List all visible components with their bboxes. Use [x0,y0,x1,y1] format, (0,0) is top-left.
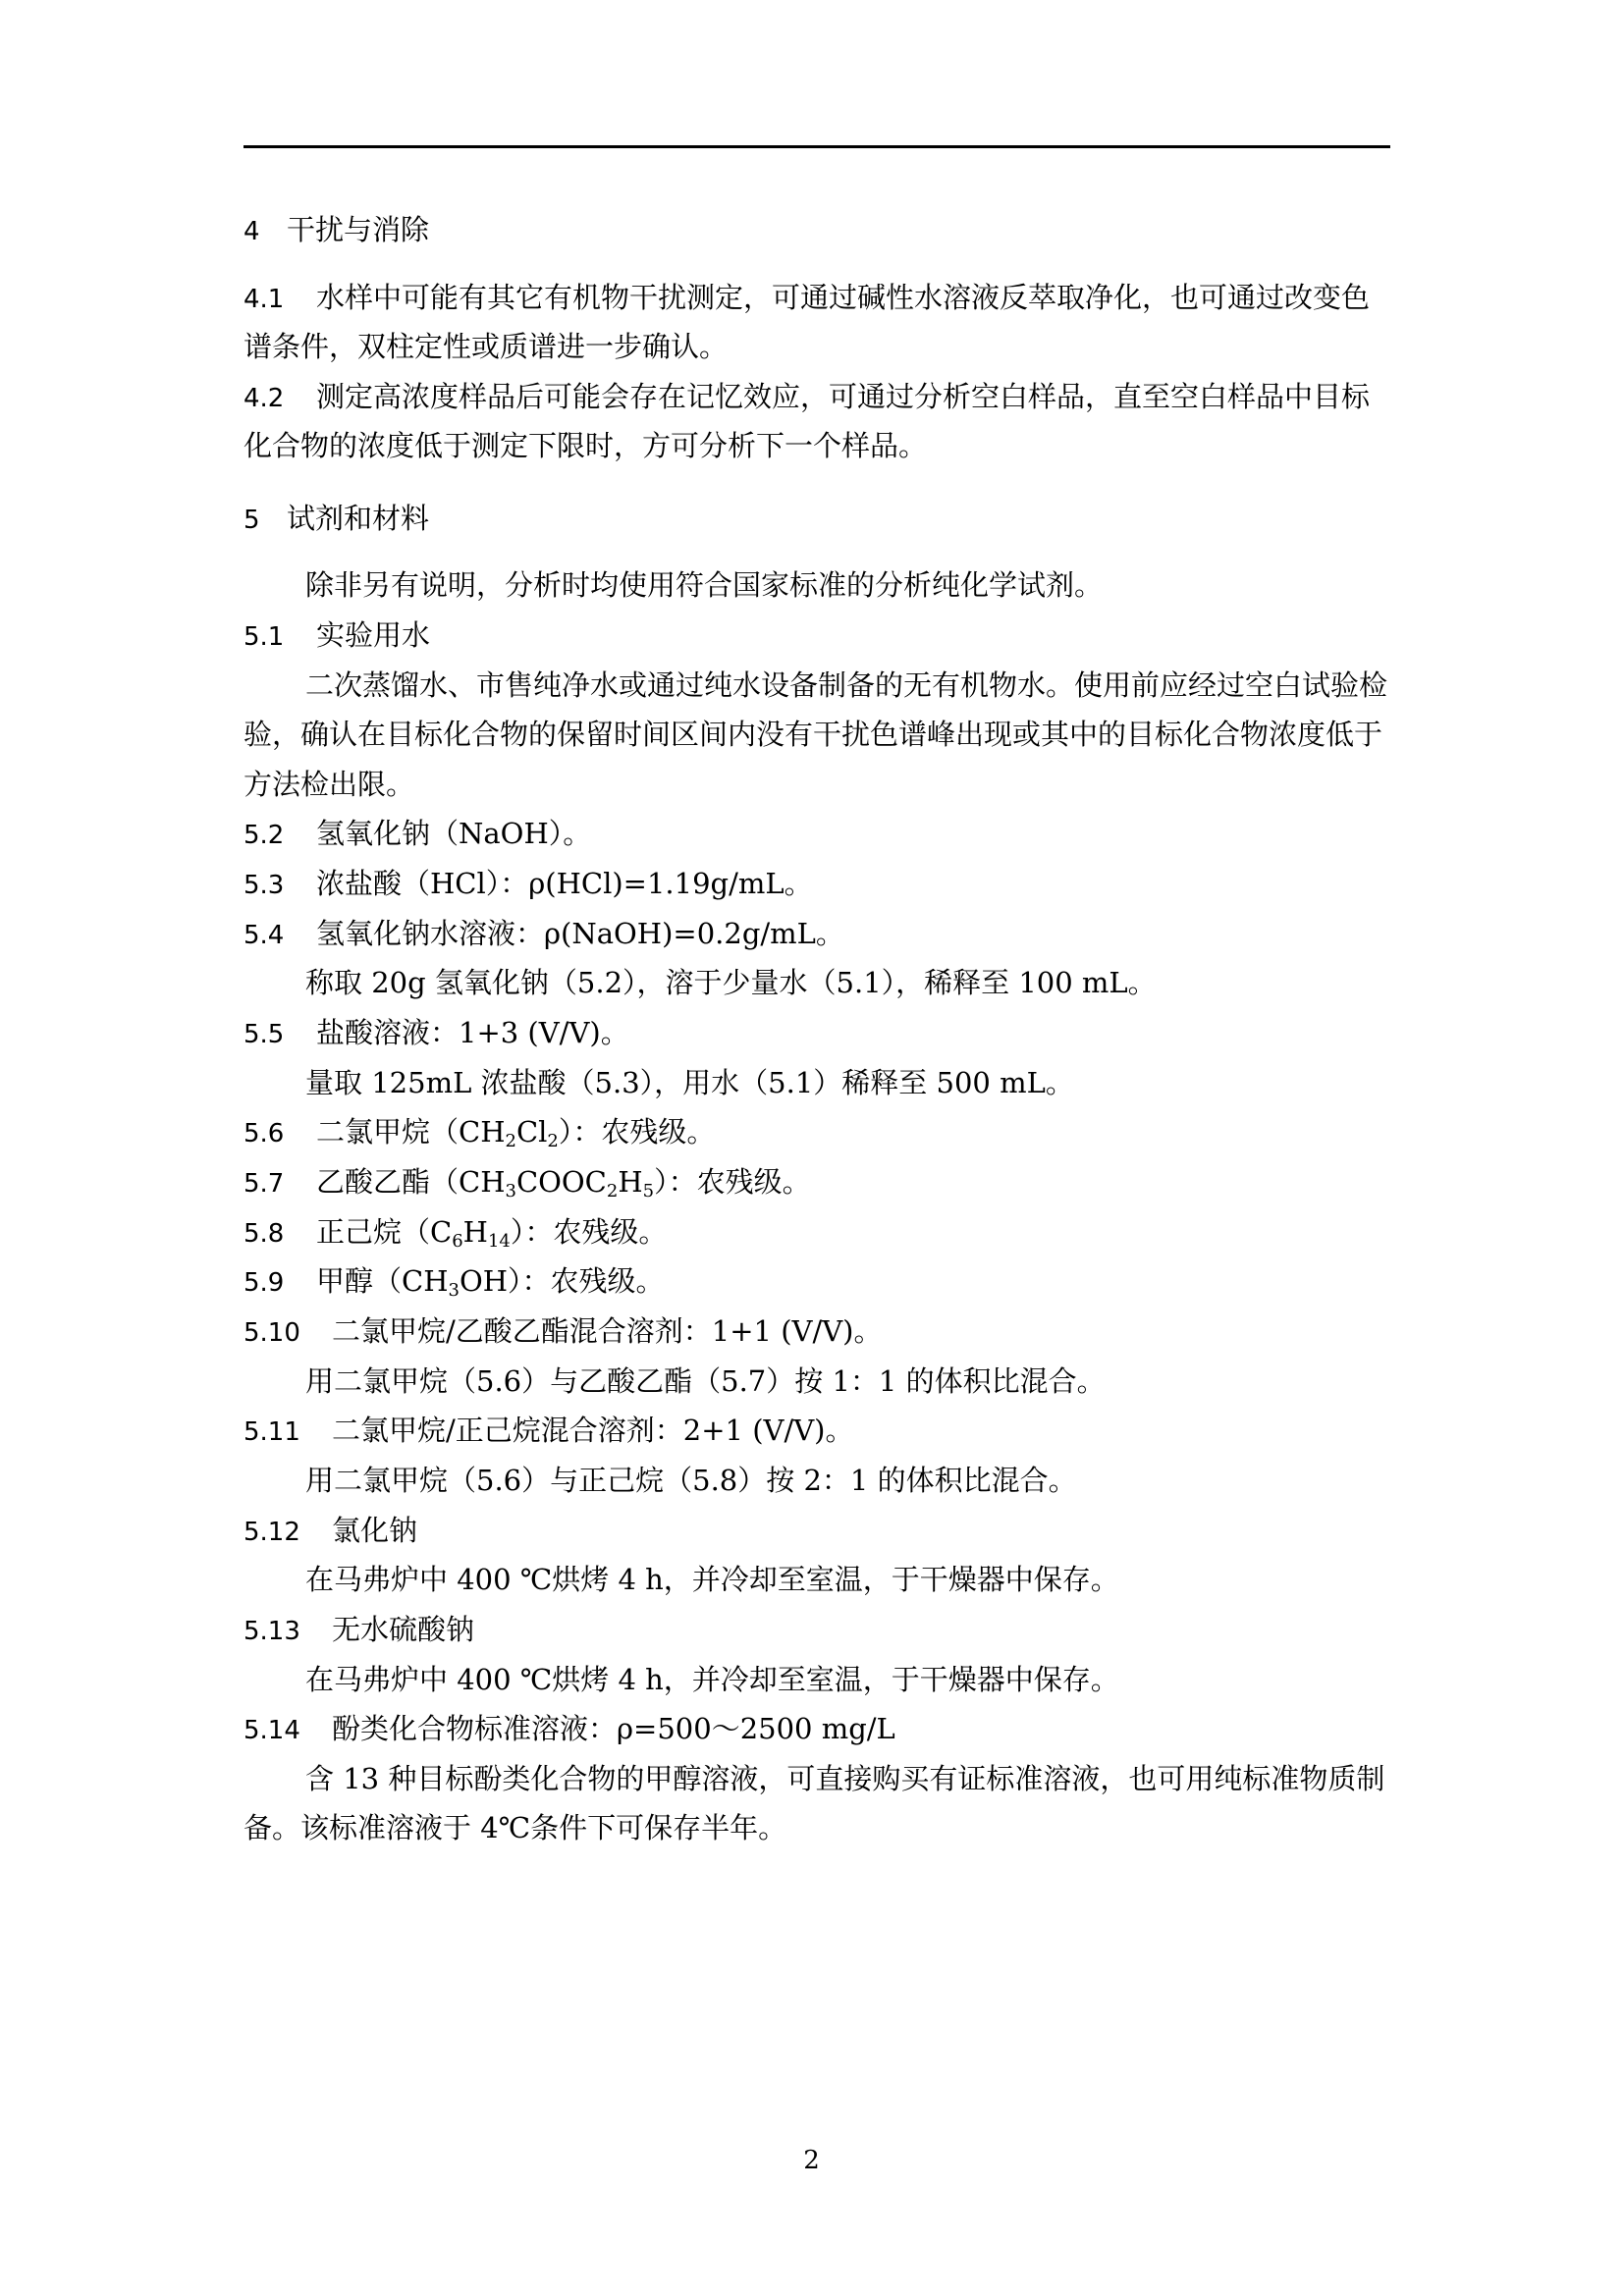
clause-text: 水样中可能有其它有机物干扰测定，可通过碱性水溶液反萃取净化，也可通过改变色 [316,281,1371,314]
clause-text: 浓盐酸（HCl）：ρ(HCl)=1.19g/mL。 [316,867,813,900]
clause-5-6 [243,1112,715,1153]
clause-5-1-body-1: 二次蒸馏水、市售纯净水或通过纯水设备制备的无有机物水。使用前应经过空白试验检 [305,668,1388,702]
clause-text: 无水硫酸钠 [332,1613,475,1646]
clause-5-7 [243,1162,811,1203]
clause-text: 二氯甲烷$(CH_2Cl_2)$：农残级。 [316,1115,716,1151]
clause-5-1 [243,615,430,657]
clause-5-13 [243,1610,474,1651]
clause-4-2 [243,377,1370,418]
clause-5-10-note: 用二氯甲烷（5.6）与乙酸乙酯（5.7）按 1：1 的体积比混合。 [305,1364,1106,1398]
clause-5-1-body-3: 方法检出限。 [243,768,415,801]
section-4-heading [243,210,429,251]
clause-text: 甲醇$(CH_3OH)$：农残级。 [316,1264,665,1301]
clause-5-1-body-2: 验，确认在目标化合物的保留时间区间内没有干扰色谱峰出现或其中的目标化合物浓度低于 [243,718,1383,751]
clause-5-4-note: 称取 20g 氢氧化钠（5.2），溶于少量水（5.1），稀释至 100 mL。 [305,966,1157,999]
clause-text: 二氯甲烷/乙酸乙酯混合溶剂：1+1 (V/V)。 [332,1314,883,1348]
clause-text: 氯化钠 [332,1514,418,1547]
clause-4-1-continued: 谱条件，双柱定性或质谱进一步确认。 [243,330,729,363]
clause-text: 酚类化合物标准溶液：ρ=500～2500 mg/L [332,1712,895,1745]
clause-5-13-note: 在马弗炉中 400 ℃烘烤 4 h，并冷却至室温，于干燥器中保存。 [305,1663,1119,1696]
clause-number: 5.1 [243,622,285,652]
clause-number: 5.6 [243,1119,285,1148]
section-title: 试剂和材料 [287,502,430,535]
clause-text: 实验用水 [316,618,431,652]
clause-number: 5.9 [243,1268,285,1298]
header-rule [243,145,1390,148]
clause-number: 5.2 [243,821,285,850]
section-number: 5 [243,506,260,535]
clause-5-10 [243,1311,882,1353]
clause-number: 4.2 [243,384,285,413]
clause-number: 5.10 [243,1318,300,1348]
clause-text: 乙酸乙酯$(CH_3COOC_2H_5)$：农残级。 [316,1165,811,1201]
section-number: 4 [243,217,260,246]
clause-number: 4.1 [243,285,285,314]
clause-number: 5.12 [243,1518,300,1547]
clause-number: 5.14 [243,1716,300,1745]
clause-number: 5.3 [243,871,285,900]
clause-text: 二氯甲烷/正己烷混合溶剂：2+1 (V/V)。 [332,1414,854,1447]
section-5-intro: 除非另有说明，分析时均使用符合国家标准的分析纯化学试剂。 [305,568,1104,602]
clause-text: 盐酸溶液：1+3 (V/V)。 [316,1016,629,1049]
clause-5-14-body-2: 备。该标准溶液于 4℃条件下可保存半年。 [243,1811,787,1844]
clause-5-5 [243,1013,629,1054]
clause-5-12-note: 在马弗炉中 400 ℃烘烤 4 h，并冷却至室温，于干燥器中保存。 [305,1563,1119,1596]
clause-5-3 [243,864,813,905]
section-5-heading [243,499,429,540]
clause-number: 5.13 [243,1617,300,1646]
clause-number: 5.11 [243,1417,300,1447]
clause-number: 5.8 [243,1219,285,1249]
clause-text: 正己烷$(C_6H_{14})$：农残级。 [316,1215,668,1252]
clause-text: 测定高浓度样品后可能会存在记忆效应，可通过分析空白样品，直至空白样品中目标 [316,380,1371,413]
section-title: 干扰与消除 [287,213,430,246]
clause-number: 5.4 [243,921,285,950]
clause-4-2-continued: 化合物的浓度低于测定下限时，方可分析下一个样品。 [243,429,928,462]
clause-5-11-note: 用二氯甲烷（5.6）与正己烷（5.8）按 2：1 的体积比混合。 [305,1464,1077,1497]
clause-5-12 [243,1511,417,1552]
clause-number: 5.5 [243,1020,285,1049]
clause-5-14 [243,1709,895,1750]
clause-5-4 [243,914,844,955]
clause-4-1 [243,278,1370,319]
clause-text: 氢氧化钠（NaOH）。 [316,817,592,850]
clause-5-8 [243,1212,667,1254]
clause-5-9 [243,1261,665,1303]
clause-5-5-note: 量取 125mL 浓盐酸（5.3），用水（5.1）稀释至 500 mL。 [305,1066,1074,1099]
page-number: 2 [803,2146,820,2175]
clause-text: 氢氧化钠水溶液：ρ(NaOH)=0.2g/mL。 [316,917,844,950]
clause-number: 5.7 [243,1169,285,1199]
clause-5-11 [243,1411,853,1452]
clause-5-2 [243,814,591,855]
clause-5-14-body-1: 含 13 种目标酚类化合物的甲醇溶液，可直接购买有证标准溶液，也可用纯标准物质制 [305,1762,1385,1795]
